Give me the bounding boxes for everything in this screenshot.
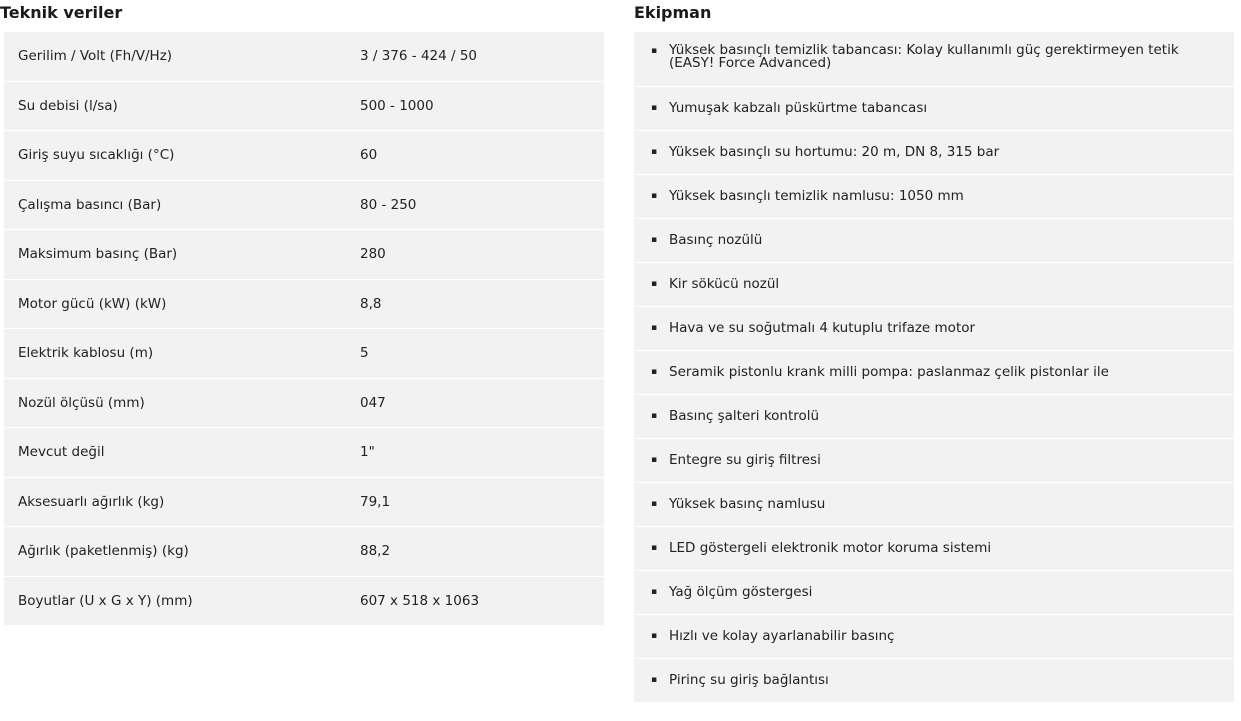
table-row	[4, 428, 604, 478]
bullet-icon: ▪	[651, 46, 658, 56]
spec-label: Çalışma basıncı (Bar)	[4, 181, 360, 231]
equipment-list	[634, 32, 1234, 702]
list-item	[634, 527, 1234, 570]
bullet-icon: ▪	[651, 323, 658, 333]
table-row	[4, 32, 604, 82]
equipment-item-text: LED göstergeli elektronik motor koruma sistemi	[669, 540, 992, 556]
spec-value: 8,8	[360, 280, 604, 330]
technical-data-title: Teknik veriler	[0, 3, 123, 22]
equipment-item-text: Hızlı ve kolay ayarlanabilir basınç	[669, 628, 895, 644]
equipment-item-text: Pirinç su giriş bağlantısı	[669, 672, 829, 688]
equipment-item-text: Yağ ölçüm göstergesi	[669, 584, 813, 600]
list-item	[634, 395, 1234, 438]
list-item	[634, 351, 1234, 394]
list-item	[634, 32, 1234, 86]
bullet-icon: ▪	[651, 543, 658, 553]
spec-label: Motor gücü (kW) (kW)	[4, 280, 360, 330]
table-row	[4, 82, 604, 132]
equipment-item-text: Kir sökücü nozül	[669, 276, 780, 292]
spec-value: 79,1	[360, 478, 604, 528]
spec-label: Elektrik kablosu (m)	[4, 329, 360, 379]
spec-value: 3 / 376 - 424 / 50	[360, 32, 604, 82]
bullet-icon: ▪	[651, 191, 658, 201]
list-item	[634, 87, 1234, 130]
table-row	[4, 379, 604, 429]
bullet-icon: ▪	[651, 279, 658, 289]
bullet-icon: ▪	[651, 499, 658, 509]
spec-value: 60	[360, 131, 604, 181]
equipment-item-text: Hava ve su soğutmalı 4 kutuplu trifaze motor	[669, 320, 976, 336]
list-item	[634, 615, 1234, 658]
list-item	[634, 131, 1234, 174]
technical-data-table	[4, 32, 604, 626]
bullet-icon: ▪	[651, 147, 658, 157]
equipment-section	[634, 0, 1234, 703]
spec-label: Gerilim / Volt (Fh/V/Hz)	[4, 32, 360, 82]
equipment-item-text: Basınç nozülü	[669, 232, 763, 248]
equipment-item-text: Yüksek basınçlı temizlik namlusu: 1050 mm	[669, 188, 964, 204]
bullet-icon: ▪	[651, 675, 658, 685]
spec-label: Boyutlar (U x G x Y) (mm)	[4, 577, 360, 627]
bullet-icon: ▪	[651, 235, 658, 245]
spec-value: 280	[360, 230, 604, 280]
spec-value: 607 x 518 x 1063	[360, 577, 604, 627]
list-item	[634, 659, 1234, 702]
list-item	[634, 263, 1234, 306]
table-row	[4, 577, 604, 627]
equipment-item-text: Yumuşak kabzalı püskürtme tabancası	[669, 100, 928, 116]
list-item	[634, 219, 1234, 262]
spec-label: Ağırlık (paketlenmiş) (kg)	[4, 527, 360, 577]
bullet-icon: ▪	[651, 367, 658, 377]
list-item	[634, 571, 1234, 614]
spec-label: Giriş suyu sıcaklığı (°C)	[4, 131, 360, 181]
table-row	[4, 329, 604, 379]
equipment-item-text: Basınç şalteri kontrolü	[669, 408, 820, 424]
equipment-item-text: Yüksek basınç namlusu	[669, 496, 826, 512]
equipment-item-text: Yüksek basınçlı temizlik tabancası: Kolay kullanımlı güç gerektirmeyen tetik (EASY! Force Advanced)	[669, 42, 1179, 71]
table-row	[4, 181, 604, 231]
table-row	[4, 527, 604, 577]
table-row	[4, 131, 604, 181]
spec-value: 500 - 1000	[360, 82, 604, 132]
spec-value: 1"	[360, 428, 604, 478]
list-item	[634, 307, 1234, 350]
equipment-item-text: Seramik pistonlu krank milli pompa: paslanmaz çelik pistonlar ile	[669, 364, 1109, 380]
bullet-icon: ▪	[651, 103, 658, 113]
list-item	[634, 439, 1234, 482]
spec-label: Mevcut değil	[4, 428, 360, 478]
list-item	[634, 175, 1234, 218]
bullet-icon: ▪	[651, 587, 658, 597]
table-row	[4, 280, 604, 330]
bullet-icon: ▪	[651, 455, 658, 465]
spec-label: Maksimum basınç (Bar)	[4, 230, 360, 280]
equipment-item-text: Entegre su giriş filtresi	[669, 452, 821, 468]
spec-value: 5	[360, 329, 604, 379]
spec-value: 80 - 250	[360, 181, 604, 231]
equipment-title: Ekipman	[634, 3, 712, 22]
spec-label: Aksesuarlı ağırlık (kg)	[4, 478, 360, 528]
equipment-item-text: Yüksek basınçlı su hortumu: 20 m, DN 8, 315 bar	[669, 144, 1000, 160]
list-item	[634, 483, 1234, 526]
table-row	[4, 478, 604, 528]
bullet-icon: ▪	[651, 411, 658, 421]
spec-value: 047	[360, 379, 604, 429]
technical-data-section	[0, 0, 604, 626]
spec-label: Nozül ölçüsü (mm)	[4, 379, 360, 429]
table-row	[4, 230, 604, 280]
bullet-icon: ▪	[651, 631, 658, 641]
spec-label: Su debisi (l/sa)	[4, 82, 360, 132]
spec-value: 88,2	[360, 527, 604, 577]
